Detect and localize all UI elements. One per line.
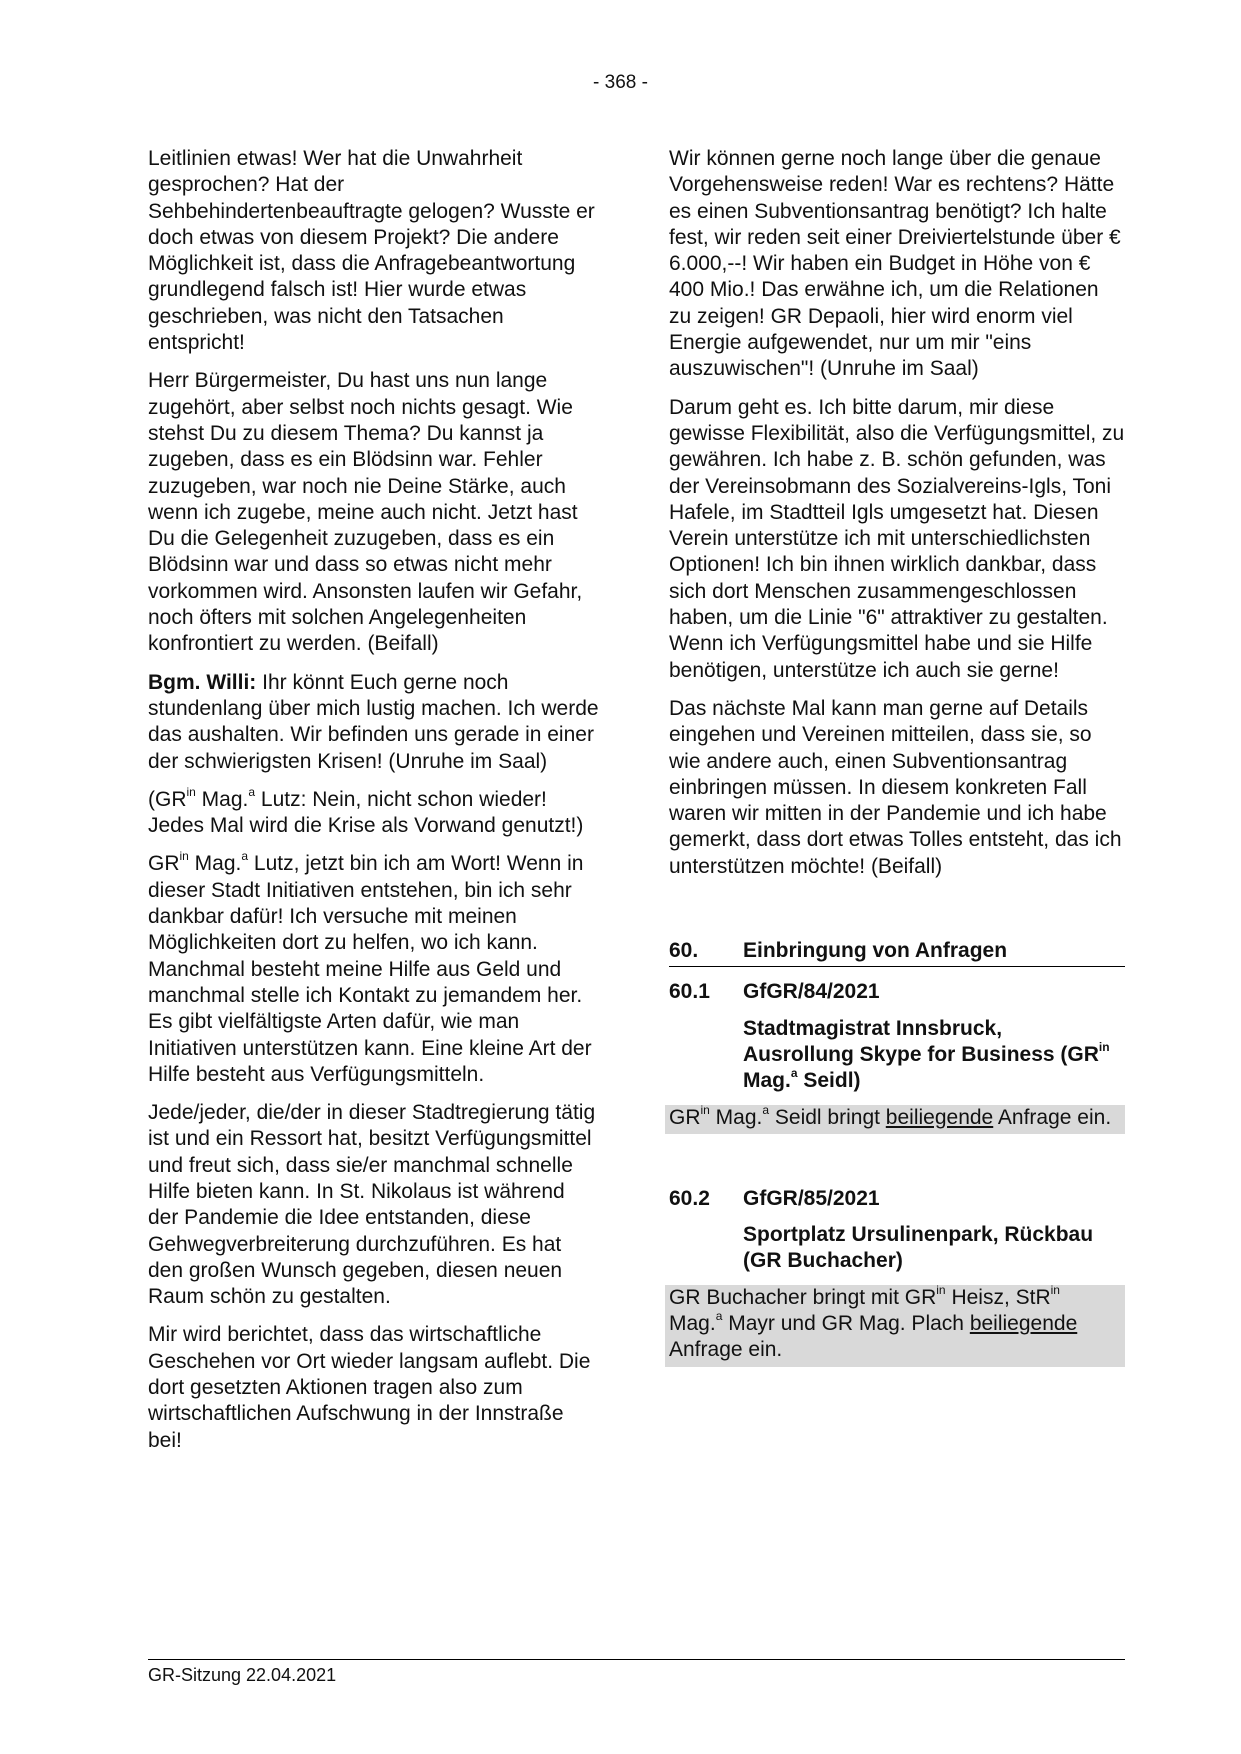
text-run: Lutz, jetzt bin ich am Wort! Wenn in dieser Stadt Initiativen entstehen, bin ich sehr dankbar dafür! Ich versuche mit meinen Möglichkeiten dort zu helfen, wo ich kann. Manchmal besteht meine Hilfe aus Geld und manchmal stelle ich Kontakt zu jemandem her. Es gibt vielfältigste Arten dafür, wie man Initiativen unterstützen kann. Eine kleine Art der Hilfe besteht aus Verfügungsmitteln. xyxy=(148,852,592,1086)
text-run: Lutz: Nein, nicht schon wieder! Jedes Mal wird die Krise als Vorwand genutzt!) xyxy=(148,787,584,838)
superscript: a xyxy=(241,849,249,864)
text-run: Heisz, StR xyxy=(945,1285,1051,1309)
resolution-box xyxy=(665,1282,1125,1367)
resolution-box xyxy=(665,1102,1125,1134)
text-run: Mag. xyxy=(669,1311,716,1335)
request-item xyxy=(669,979,1125,1133)
text-run: Mag. xyxy=(195,787,249,811)
section-title: Einbringung von Anfragen xyxy=(743,939,1008,963)
paragraph xyxy=(148,670,600,775)
text-run: Mag. xyxy=(743,1069,791,1093)
superscript: a xyxy=(790,1066,798,1081)
superscript: in xyxy=(936,1282,946,1297)
left-column xyxy=(148,146,600,1466)
text-run: Mag. xyxy=(188,852,242,876)
text-run: (GR xyxy=(148,787,187,811)
footer-divider xyxy=(148,1659,1125,1660)
item-number: 60.2 xyxy=(669,1186,710,1210)
item-number: 60.1 xyxy=(669,980,710,1004)
item-heading xyxy=(669,1186,1125,1212)
paragraph: Darum geht es. Ich bitte darum, mir diese gewisse Flexibilität, also die Verfügungsmittel, zu gewähren. Ich habe z. B. schön gefunden, was der Vereinsobmann des Sozialvereins-Igls, Toni Hafele, im Stadtteil Igls umgesetzt hat. Diesen Verein unterstütze ich mit unterschiedlichsten Optionen! Ich bin ihnen wirklich dankbar, dass sich dort Menschen zusammengeschlossen haben, um die Linie "6" attraktiver zu gestalten. Wenn ich Verfügungsmittel habe und sie Hilfe benötigen, unterstütze ich auch sie gerne! xyxy=(669,395,1125,682)
request-item xyxy=(669,1186,1125,1367)
item-reference: GfGR/84/2021 xyxy=(743,980,880,1004)
footer: GR-Sitzung 22.04.2021 xyxy=(148,1665,337,1685)
text-run: Stadtmagistrat Innsbruck, Ausrollung Skype for Business (GR xyxy=(743,1016,1099,1066)
paragraph: Leitlinien etwas! Wer hat die Unwahrheit gesprochen? Hat der Sehbehindertenbeauftragte gelogen? Wusste er doch etwas von diesem Projekt? Die andere Möglichkeit ist, dass die Anfragebeantwortung grundlegend falsch ist! Hier wurde etwas geschrieben, was nicht den Tatsachen entspricht! xyxy=(148,147,595,355)
text-run: GR xyxy=(669,1105,701,1129)
superscript: in xyxy=(1098,1039,1110,1054)
text-run: GR Buchacher bringt mit GR xyxy=(669,1285,937,1309)
superscript: a xyxy=(762,1102,770,1117)
speaker-name: Bgm. Willi: xyxy=(148,670,257,694)
text-run: Mayr und GR Mag. Plach xyxy=(722,1311,970,1335)
speech-text: Ihr könnt Euch gerne noch stundenlang über mich lustig machen. Ich werde das aushalten. Wir befinden uns gerade in einer der schwierigsten Krisen! (Unruhe im Saal) xyxy=(148,670,599,773)
paragraph xyxy=(148,784,600,840)
text-run: Anfrage ein. xyxy=(993,1105,1112,1129)
superscript: in xyxy=(700,1102,710,1117)
item-title: Sportplatz Ursulinenpark, Rückbau (GR Buchacher) xyxy=(743,1223,1094,1273)
attachment-link[interactable]: beiliegende xyxy=(885,1105,994,1129)
text-run: Anfrage ein. xyxy=(669,1338,783,1362)
attachment-link[interactable]: beiliegende xyxy=(969,1311,1078,1335)
paragraph: Wir können gerne noch lange über die genaue Vorgehensweise reden! War es rechtens? Hätte es einen Subventionsantrag benötigt? Ich halte fest, wir reden seit einer Dreiviertelstunde über € 6.000,--! Wir haben ein Budget in Höhe von € 400 Mio.! Das erwähne ich, um die Relationen zu zeigen! GR Depaoli, hier wird enorm viel Energie aufgewendet, nur um mir "eins auszuwischen"! (Unruhe im Saal) xyxy=(669,147,1121,381)
right-column xyxy=(669,146,1125,1367)
superscript: a xyxy=(715,1308,723,1323)
item-reference: GfGR/85/2021 xyxy=(743,1186,880,1210)
item-heading xyxy=(669,979,1125,1005)
superscript: in xyxy=(186,784,196,799)
paragraph: Das nächste Mal kann man gerne auf Details eingehen und Vereinen mitteilen, dass sie, so wie andere auch, einen Subventionsantrag einbringen müssen. In diesem konkreten Fall waren wir mitten in der Pandemie und ich habe gemerkt, dass dort etwas Tolles entsteht, das ich unterstützen möchte! (Beifall) xyxy=(669,696,1122,878)
text-run: GR xyxy=(148,852,180,876)
superscript: in xyxy=(179,849,189,864)
paragraph: Mir wird berichtet, dass das wirtschaftliche Geschehen vor Ort wieder langsam auflebt. Die dort gesetzten Aktionen tragen also zum wirtschaftlichen Aufschwung in der Innstraße bei! xyxy=(148,1323,591,1452)
superscript: in xyxy=(1050,1282,1060,1297)
page-number: - 368 - xyxy=(593,72,648,93)
paragraph xyxy=(148,851,600,1088)
item-title xyxy=(743,1016,1125,1095)
text-run: Mag. xyxy=(709,1105,763,1129)
superscript: a xyxy=(248,784,256,799)
paragraph: Jede/jeder, die/der in dieser Stadtregierung tätig ist und ein Ressort hat, besitzt Verfügungsmittel und freut sich, dass sie/er manchmal schnelle Hilfe bieten kann. In St. Nikolaus ist während der Pandemie die Idee entstanden, diese Gehwegverbreiterung durchzuführen. Es hat den großen Wunsch gegeben, diesen neuen Raum schön zu gestalten. xyxy=(148,1101,596,1309)
text-run: Seidl bringt xyxy=(769,1105,886,1129)
text-run: Seidl) xyxy=(797,1069,861,1093)
paragraph: Herr Bürgermeister, Du hast uns nun lange zugehört, aber selbst noch nichts gesagt. Wie stehst Du zu diesem Thema? Du kannst ja zugeben, dass es ein Blödsinn war. Fehler zuzugeben, war noch nie Deine Stärke, auch wenn ich zugebe, meine auch nicht. Jetzt hast Du die Gelegenheit zuzugeben, dass es ein Blödsinn war und dass so etwas nicht mehr vorkommen wird. Ansonsten laufen wir Gefahr, noch öfters mit solchen Angelegenheiten konfrontiert zu werden. (Beifall) xyxy=(148,369,583,656)
section-heading xyxy=(669,938,1125,967)
section-number: 60. xyxy=(669,939,699,963)
